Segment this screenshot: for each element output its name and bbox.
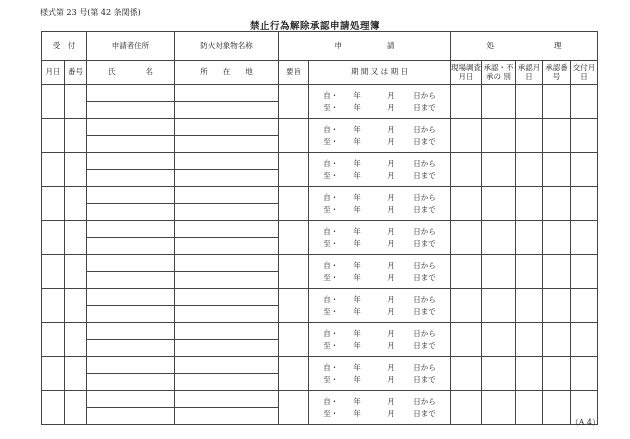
period-block <box>323 90 436 114</box>
cell-approval-number[interactable] <box>543 187 571 221</box>
cell-approval-type[interactable] <box>482 255 516 289</box>
cell-site-survey-date[interactable] <box>451 357 482 391</box>
period-to-line <box>323 306 436 318</box>
cell-period[interactable] <box>309 85 451 119</box>
period-part: 年 <box>353 306 361 316</box>
cell-number[interactable] <box>65 323 87 357</box>
cell-number[interactable] <box>65 357 87 391</box>
cell-name[interactable] <box>87 204 175 221</box>
period-part: 月 <box>387 170 395 180</box>
cell-site-survey-date[interactable] <box>451 391 482 425</box>
period-part: 年 <box>353 136 361 146</box>
table-row <box>42 221 598 238</box>
period-part: 月 <box>387 158 395 168</box>
cell-delivery-date[interactable] <box>571 221 598 255</box>
period-part: 月 <box>387 374 395 384</box>
table-row <box>42 119 598 136</box>
cell-number[interactable] <box>65 187 87 221</box>
cell-facility-name[interactable] <box>175 323 279 340</box>
cell-approval-date[interactable] <box>516 85 543 119</box>
period-part: 月 <box>387 192 395 202</box>
cell-month-day[interactable] <box>42 221 65 255</box>
period-part: 日から <box>413 90 436 100</box>
period-from-line <box>323 158 436 170</box>
period-part: 至・ <box>323 374 339 384</box>
cell-name[interactable] <box>87 102 175 119</box>
cell-name[interactable] <box>87 238 175 255</box>
period-to-line <box>323 204 436 216</box>
period-part: 至・ <box>323 272 339 282</box>
cell-delivery-date[interactable] <box>571 119 598 153</box>
period-part: 月 <box>387 90 395 100</box>
period-part: 日まで <box>413 272 436 282</box>
period-part: 日まで <box>413 170 436 180</box>
period-part: 至・ <box>323 170 339 180</box>
cell-summary[interactable] <box>279 85 309 119</box>
period-part: 日から <box>413 294 436 304</box>
cell-facility-name[interactable] <box>175 357 279 374</box>
period-from-line <box>323 362 436 374</box>
period-part: 年 <box>353 226 361 236</box>
header-row-2 <box>42 61 598 85</box>
period-part: 月 <box>387 362 395 372</box>
col-delivery-date: 交付月日 <box>571 61 598 85</box>
cell-approval-date[interactable] <box>516 357 543 391</box>
period-part: 年 <box>353 374 361 384</box>
period-to-line <box>323 374 436 386</box>
period-part: 年 <box>353 90 361 100</box>
period-part: 月 <box>387 340 395 350</box>
cell-delivery-date[interactable] <box>571 289 598 323</box>
period-part: 自・ <box>323 294 339 304</box>
period-part: 年 <box>353 158 361 168</box>
period-block <box>323 362 436 386</box>
col-name: 氏 名 <box>87 61 175 85</box>
cell-approval-date[interactable] <box>516 323 543 357</box>
period-part: 日まで <box>413 408 436 418</box>
cell-location[interactable] <box>175 170 279 187</box>
period-part: 日まで <box>413 306 436 316</box>
period-part: 日から <box>413 362 436 372</box>
period-part: 日まで <box>413 204 436 214</box>
cell-delivery-date[interactable] <box>571 153 598 187</box>
cell-summary[interactable] <box>279 119 309 153</box>
period-from-line <box>323 124 436 136</box>
col-facility-name: 防火対象物名称 <box>175 32 279 61</box>
period-from-line <box>323 294 436 306</box>
cell-month-day[interactable] <box>42 119 65 153</box>
cell-summary[interactable] <box>279 187 309 221</box>
cell-applicant-address[interactable] <box>87 85 175 102</box>
cell-approval-type[interactable] <box>482 289 516 323</box>
period-block <box>323 294 436 318</box>
period-part: 自・ <box>323 192 339 202</box>
cell-applicant-address[interactable] <box>87 187 175 204</box>
cell-month-day[interactable] <box>42 255 65 289</box>
cell-applicant-address[interactable] <box>87 221 175 238</box>
period-part: 月 <box>387 238 395 248</box>
table-row <box>42 85 598 102</box>
cell-period[interactable] <box>309 289 451 323</box>
cell-approval-type[interactable] <box>482 187 516 221</box>
period-block <box>323 124 436 148</box>
period-from-line <box>323 226 436 238</box>
table-row <box>42 153 598 170</box>
period-from-line <box>323 192 436 204</box>
cell-approval-date[interactable] <box>516 391 543 425</box>
cell-approval-number[interactable] <box>543 85 571 119</box>
period-part: 自・ <box>323 260 339 270</box>
period-part: 自・ <box>323 226 339 236</box>
period-part: 月 <box>387 272 395 282</box>
period-part: 日から <box>413 328 436 338</box>
period-part: 年 <box>353 328 361 338</box>
table-row <box>42 391 598 408</box>
col-number: 番号 <box>65 61 87 85</box>
period-block <box>323 396 436 420</box>
cell-month-day[interactable] <box>42 187 65 221</box>
period-part: 日から <box>413 192 436 202</box>
cell-period[interactable] <box>309 357 451 391</box>
period-part: 年 <box>353 272 361 282</box>
cell-site-survey-date[interactable] <box>451 153 482 187</box>
cell-location[interactable] <box>175 408 279 425</box>
cell-applicant-address[interactable] <box>87 119 175 136</box>
cell-site-survey-date[interactable] <box>451 187 482 221</box>
period-part: 月 <box>387 136 395 146</box>
col-approval-date: 承認月日 <box>516 61 543 85</box>
period-part: 年 <box>353 102 361 112</box>
period-part: 日から <box>413 226 436 236</box>
cell-approval-type[interactable] <box>482 391 516 425</box>
period-block <box>323 328 436 352</box>
cell-name[interactable] <box>87 306 175 323</box>
cell-facility-name[interactable] <box>175 153 279 170</box>
period-to-line <box>323 136 436 148</box>
cell-number[interactable] <box>65 221 87 255</box>
form-number: 様式第 23 号(第 42 条関係) <box>40 8 141 17</box>
period-part: 自・ <box>323 328 339 338</box>
cell-month-day[interactable] <box>42 85 65 119</box>
period-part: 年 <box>353 408 361 418</box>
cell-site-survey-date[interactable] <box>451 323 482 357</box>
cell-approval-type[interactable] <box>482 153 516 187</box>
cell-approval-type[interactable] <box>482 119 516 153</box>
cell-facility-name[interactable] <box>175 391 279 408</box>
period-part: 年 <box>353 340 361 350</box>
col-application: 申 請 <box>279 32 451 61</box>
cell-approval-number[interactable] <box>543 153 571 187</box>
col-applicant-address: 申請者住所 <box>87 32 175 61</box>
table-row <box>42 357 598 374</box>
period-part: 年 <box>353 170 361 180</box>
period-to-line <box>323 340 436 352</box>
col-summary: 要旨 <box>279 61 309 85</box>
cell-delivery-date[interactable] <box>571 357 598 391</box>
period-from-line <box>323 260 436 272</box>
cell-period[interactable] <box>309 255 451 289</box>
period-part: 月 <box>387 328 395 338</box>
header-row-1 <box>42 32 598 61</box>
period-part: 月 <box>387 102 395 112</box>
col-approval-number: 承認番号 <box>543 61 571 85</box>
period-part: 年 <box>353 238 361 248</box>
cell-month-day[interactable] <box>42 391 65 425</box>
col-uketsuke: 受 付 <box>42 32 87 61</box>
period-part: 日まで <box>413 374 436 384</box>
cell-summary[interactable] <box>279 221 309 255</box>
table-row <box>42 323 598 340</box>
table-row <box>42 289 598 306</box>
period-part: 自・ <box>323 158 339 168</box>
cell-period[interactable] <box>309 323 451 357</box>
period-to-line <box>323 102 436 114</box>
cell-approval-number[interactable] <box>543 255 571 289</box>
period-part: 年 <box>353 396 361 406</box>
cell-applicant-address[interactable] <box>87 153 175 170</box>
period-part: 至・ <box>323 238 339 248</box>
cell-facility-name[interactable] <box>175 289 279 306</box>
period-part: 月 <box>387 124 395 134</box>
period-to-line <box>323 408 436 420</box>
cell-summary[interactable] <box>279 391 309 425</box>
period-part: 月 <box>387 294 395 304</box>
period-part: 自・ <box>323 124 339 134</box>
cell-applicant-address[interactable] <box>87 289 175 306</box>
cell-period[interactable] <box>309 187 451 221</box>
cell-number[interactable] <box>65 289 87 323</box>
cell-location[interactable] <box>175 272 279 289</box>
cell-name[interactable] <box>87 136 175 153</box>
table-row <box>42 255 598 272</box>
cell-location[interactable] <box>175 340 279 357</box>
period-part: 至・ <box>323 306 339 316</box>
cell-name[interactable] <box>87 408 175 425</box>
cell-number[interactable] <box>65 85 87 119</box>
cell-approval-number[interactable] <box>543 119 571 153</box>
period-part: 至・ <box>323 408 339 418</box>
cell-period[interactable] <box>309 221 451 255</box>
register-rows <box>42 85 598 425</box>
cell-facility-name[interactable] <box>175 187 279 204</box>
period-part: 至・ <box>323 102 339 112</box>
period-part: 至・ <box>323 340 339 350</box>
cell-approval-number[interactable] <box>543 289 571 323</box>
cell-delivery-date[interactable] <box>571 187 598 221</box>
period-part: 日まで <box>413 238 436 248</box>
cell-site-survey-date[interactable] <box>451 85 482 119</box>
period-to-line <box>323 238 436 250</box>
cell-applicant-address[interactable] <box>87 357 175 374</box>
col-month-day: 月日 <box>42 61 65 85</box>
cell-approval-date[interactable] <box>516 255 543 289</box>
period-part: 日まで <box>413 102 436 112</box>
period-block <box>323 158 436 182</box>
cell-applicant-address[interactable] <box>87 255 175 272</box>
cell-delivery-date[interactable] <box>571 323 598 357</box>
period-part: 年 <box>353 192 361 202</box>
cell-month-day[interactable] <box>42 357 65 391</box>
cell-summary[interactable] <box>279 255 309 289</box>
cell-location[interactable] <box>175 102 279 119</box>
table-row <box>42 187 598 204</box>
cell-facility-name[interactable] <box>175 221 279 238</box>
period-part: 年 <box>353 204 361 214</box>
cell-name[interactable] <box>87 272 175 289</box>
period-part: 日から <box>413 124 436 134</box>
paper-size: （A 4） <box>570 418 600 427</box>
period-part: 自・ <box>323 396 339 406</box>
cell-name[interactable] <box>87 340 175 357</box>
cell-number[interactable] <box>65 391 87 425</box>
period-part: 日まで <box>413 340 436 350</box>
period-part: 月 <box>387 306 395 316</box>
cell-approval-number[interactable] <box>543 391 571 425</box>
period-part: 自・ <box>323 90 339 100</box>
period-part: 年 <box>353 124 361 134</box>
cell-facility-name[interactable] <box>175 255 279 272</box>
cell-delivery-date[interactable] <box>571 85 598 119</box>
period-block <box>323 260 436 284</box>
cell-approval-type[interactable] <box>482 357 516 391</box>
period-part: 年 <box>353 260 361 270</box>
period-to-line <box>323 272 436 284</box>
cell-approval-number[interactable] <box>543 357 571 391</box>
cell-period[interactable] <box>309 119 451 153</box>
cell-site-survey-date[interactable] <box>451 289 482 323</box>
cell-summary[interactable] <box>279 357 309 391</box>
cell-approval-date[interactable] <box>516 187 543 221</box>
period-part: 年 <box>353 294 361 304</box>
period-part: 至・ <box>323 204 339 214</box>
cell-period[interactable] <box>309 391 451 425</box>
cell-summary[interactable] <box>279 153 309 187</box>
cell-name[interactable] <box>87 374 175 391</box>
period-part: 年 <box>353 362 361 372</box>
cell-location[interactable] <box>175 374 279 391</box>
cell-site-survey-date[interactable] <box>451 221 482 255</box>
period-block <box>323 192 436 216</box>
cell-number[interactable] <box>65 119 87 153</box>
cell-location[interactable] <box>175 136 279 153</box>
period-part: 月 <box>387 204 395 214</box>
period-to-line <box>323 170 436 182</box>
period-from-line <box>323 396 436 408</box>
cell-applicant-address[interactable] <box>87 391 175 408</box>
cell-approval-date[interactable] <box>516 153 543 187</box>
cell-approval-date[interactable] <box>516 221 543 255</box>
period-from-line <box>323 90 436 102</box>
period-part: 月 <box>387 260 395 270</box>
cell-summary[interactable] <box>279 323 309 357</box>
col-period: 期 間 又 は 期 日 <box>309 61 451 85</box>
cell-name[interactable] <box>87 170 175 187</box>
period-part: 日から <box>413 260 436 270</box>
col-site-survey-date: 現場調査月日 <box>451 61 482 85</box>
cell-site-survey-date[interactable] <box>451 119 482 153</box>
period-block <box>323 226 436 250</box>
period-part: 日から <box>413 158 436 168</box>
period-part: 日から <box>413 396 436 406</box>
col-location: 所 在 地 <box>175 61 279 85</box>
document-title: 禁止行為解除承認申請処理簿 <box>249 21 380 32</box>
period-part: 日まで <box>413 136 436 146</box>
cell-approval-type[interactable] <box>482 221 516 255</box>
period-part: 自・ <box>323 362 339 372</box>
period-part: 月 <box>387 396 395 406</box>
cell-approval-type[interactable] <box>482 85 516 119</box>
register-table <box>41 31 598 425</box>
cell-month-day[interactable] <box>42 323 65 357</box>
cell-location[interactable] <box>175 238 279 255</box>
cell-approval-number[interactable] <box>543 323 571 357</box>
cell-period[interactable] <box>309 153 451 187</box>
cell-number[interactable] <box>65 153 87 187</box>
cell-approval-date[interactable] <box>516 289 543 323</box>
cell-number[interactable] <box>65 255 87 289</box>
cell-summary[interactable] <box>279 289 309 323</box>
col-approval-type: 承認・不承の 別 <box>482 61 516 85</box>
period-part: 月 <box>387 408 395 418</box>
cell-location[interactable] <box>175 306 279 323</box>
period-from-line <box>323 328 436 340</box>
period-part: 月 <box>387 226 395 236</box>
period-part: 至・ <box>323 136 339 146</box>
cell-location[interactable] <box>175 204 279 221</box>
cell-month-day[interactable] <box>42 153 65 187</box>
cell-facility-name[interactable] <box>175 85 279 102</box>
cell-approval-date[interactable] <box>516 119 543 153</box>
cell-month-day[interactable] <box>42 289 65 323</box>
cell-approval-type[interactable] <box>482 323 516 357</box>
col-processing: 処 理 <box>451 32 598 61</box>
cell-facility-name[interactable] <box>175 119 279 136</box>
cell-approval-number[interactable] <box>543 221 571 255</box>
cell-site-survey-date[interactable] <box>451 255 482 289</box>
cell-delivery-date[interactable] <box>571 255 598 289</box>
cell-applicant-address[interactable] <box>87 323 175 340</box>
